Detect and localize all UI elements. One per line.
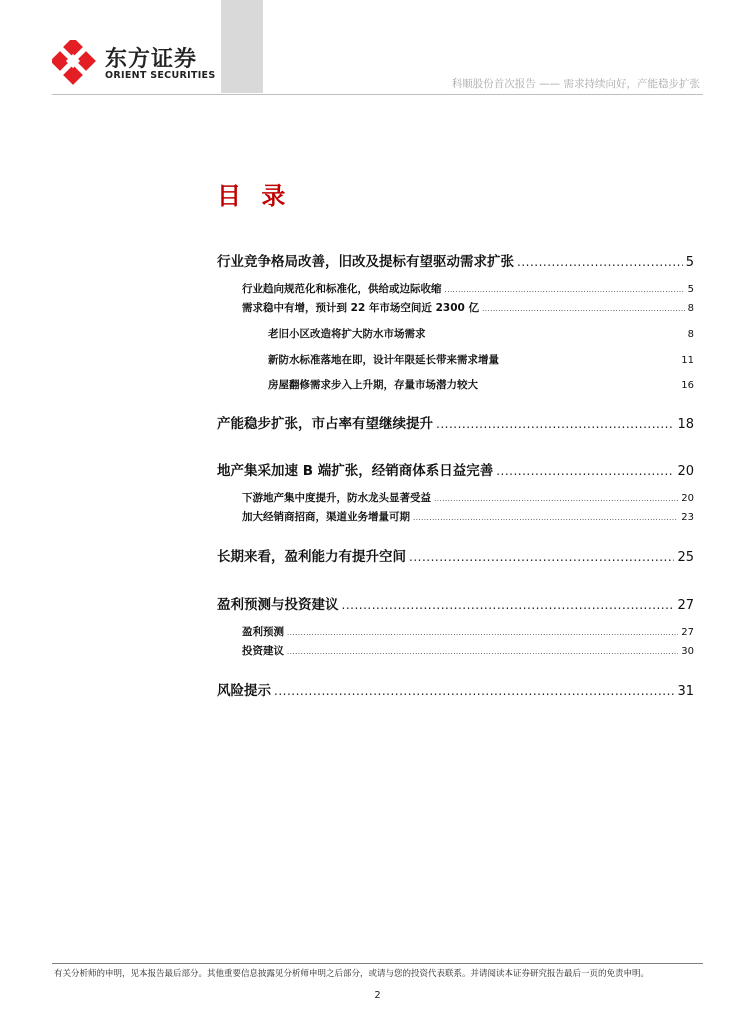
toc-entry-page: 31	[677, 684, 694, 699]
toc-entry-level2[interactable]	[242, 490, 694, 505]
toc-entry-level1[interactable]	[217, 412, 694, 432]
toc-entry-label: 地产集采加速 B 端扩张，经销商体系日益完善	[217, 463, 494, 479]
toc-entry-level1[interactable]	[217, 593, 694, 613]
toc-entry-level3[interactable]	[268, 377, 694, 392]
toc-entry-page: 30	[681, 646, 694, 657]
toc-entry-level1[interactable]	[217, 250, 694, 270]
toc-entry-page: 25	[677, 550, 694, 565]
toc-entry-level3[interactable]	[268, 352, 694, 367]
toc-dot-leader	[287, 629, 678, 637]
toc-entry-label: 行业趋向规范化和标准化，供给或边际收缩	[242, 283, 442, 295]
toc-entry-level1[interactable]	[217, 545, 694, 565]
toc-entry-label: 风险提示	[217, 683, 271, 699]
toc-entry-page: 27	[677, 598, 694, 613]
toc-entry-label: 新防水标准落地在即，设计年限延长带来需求增量	[268, 354, 499, 366]
toc-entry-page: 20	[681, 493, 694, 504]
header-gray-band	[221, 0, 263, 93]
toc-dot-leader	[445, 286, 685, 294]
toc-entry-page: 18	[677, 417, 694, 432]
toc-entry-label: 长期来看，盈利能力有提升空间	[217, 549, 406, 565]
toc-entry-page: 11	[681, 355, 694, 366]
toc-entry-label: 老旧小区改造将扩大防水市场需求	[268, 328, 426, 340]
logo-english-name: ORIENT SECURITIES	[105, 70, 216, 81]
toc-entry-level2[interactable]	[242, 643, 694, 658]
toc-dot-leader	[287, 648, 678, 656]
footer-disclaimer: 有关分析师的申明，见本报告最后部分。其他重要信息披露见分析师申明之后部分，或请与您的投资代表联系。并请阅读本证券研究报告最后一页的免责申明。	[54, 969, 650, 979]
toc-entry-page: 23	[681, 512, 694, 523]
company-logo	[52, 40, 222, 86]
toc-dot-leader	[496, 464, 674, 478]
toc-entry-level2[interactable]	[242, 624, 694, 639]
toc-dot-leader	[434, 495, 678, 503]
toc-dot-leader	[517, 255, 683, 269]
toc-dot-leader	[413, 514, 678, 522]
page-number: 2	[374, 990, 381, 1001]
logo-chinese-name: 东方证券	[105, 47, 198, 72]
footer-divider	[52, 963, 703, 964]
toc-dot-leader	[436, 417, 674, 431]
toc-entry-label: 盈利预测与投资建议	[217, 597, 339, 613]
toc-entry-page: 16	[681, 380, 694, 391]
toc-entry-level3[interactable]	[268, 326, 694, 341]
toc-entry-level2[interactable]	[242, 281, 694, 296]
toc-entry-label: 下游地产集中度提升，防水龙头显著受益	[242, 492, 431, 504]
toc-entry-label: 房屋翻修需求步入上升期，存量市场潜力较大	[268, 379, 478, 391]
toc-entry-label: 盈利预测	[242, 626, 284, 638]
report-subtitle: 科顺股份首次报告 —— 需求持续向好，产能稳步扩张	[451, 78, 700, 90]
toc-entry-level1[interactable]	[217, 459, 694, 479]
header-divider	[52, 94, 703, 95]
toc-entry-level2[interactable]	[242, 509, 694, 524]
toc-dot-leader	[342, 598, 675, 612]
toc-dot-leader	[482, 305, 685, 313]
toc-entry-label: 产能稳步扩张，市占率有望继续提升	[217, 416, 433, 432]
orient-securities-logo-icon	[52, 40, 98, 86]
toc-dot-leader	[274, 684, 674, 698]
toc-entry-page: 5	[685, 255, 694, 270]
toc-entry-page: 8	[687, 329, 694, 340]
toc-entry-page: 8	[687, 303, 694, 314]
toc-dot-leader	[409, 550, 674, 564]
toc-entry-page: 27	[681, 627, 694, 638]
toc-entry-page: 5	[687, 284, 694, 295]
toc-entry-label: 行业竞争格局改善，旧改及提标有望驱动需求扩张	[217, 254, 514, 270]
toc-entry-label: 投资建议	[242, 645, 284, 657]
toc-entry-level2[interactable]	[242, 300, 694, 315]
toc-entry-page: 20	[677, 464, 694, 479]
toc-entry-level1[interactable]	[217, 679, 694, 699]
toc-title: 目 录	[217, 182, 292, 210]
toc-entry-label: 需求稳中有增，预计到 22 年市场空间近 2300 亿	[242, 302, 479, 314]
toc-entry-label: 加大经销商招商，渠道业务增量可期	[242, 511, 410, 523]
